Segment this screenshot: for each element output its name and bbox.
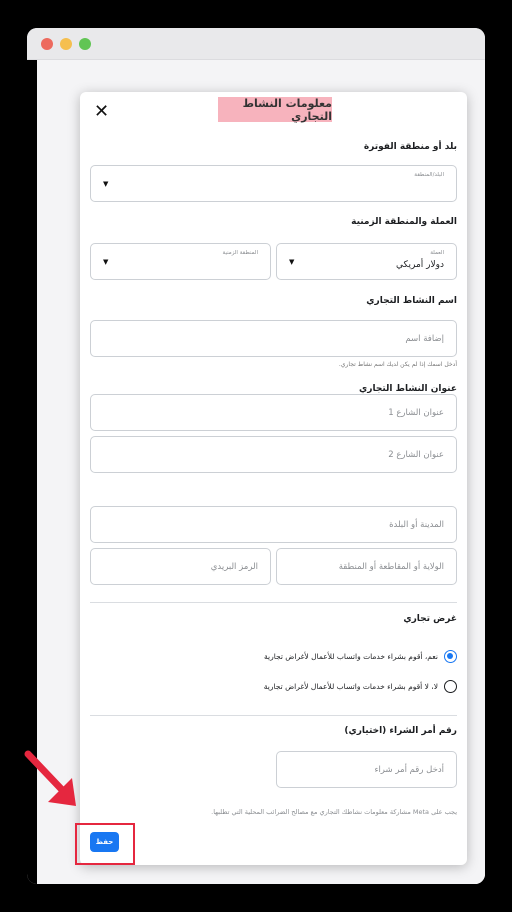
currency-timezone-label: العملة والمنطقة الزمنية: [351, 217, 457, 227]
street-address-1-placeholder: عنوان الشارع 1: [388, 407, 444, 418]
state-input[interactable]: [276, 548, 457, 585]
street-address-2-input[interactable]: [90, 436, 457, 473]
zip-placeholder: الرمز البريدي: [210, 561, 258, 572]
city-input[interactable]: [90, 506, 457, 543]
save-button[interactable]: حفظ: [90, 832, 119, 852]
business-name-label: اسم النشاط التجاري: [366, 296, 457, 306]
red-arrow-icon: [22, 748, 84, 814]
purpose-option-no[interactable]: [264, 678, 457, 694]
purpose-option-no-label: لا، لا أقوم بشراء خدمات واتساب للأعمال لأغراض تجارية: [263, 681, 438, 691]
radio-unchecked-icon[interactable]: [444, 680, 457, 693]
purchase-order-placeholder: أدخل رقم أمر شراء: [374, 764, 444, 775]
business-name-helper: أدخل اسمك إذا لم يكن لديك اسم نشاط تجاري.: [338, 361, 457, 368]
country-field-label: البلد/المنطقة: [414, 172, 444, 178]
window-titlebar: [27, 28, 485, 60]
timezone-select[interactable]: [90, 243, 271, 280]
purpose-option-yes-label: نعم، أقوم بشراء خدمات واتساب للأعمال لأغراض تجارية: [263, 651, 438, 661]
save-button-highlight: [75, 823, 135, 865]
minimize-window-dot-icon[interactable]: [60, 38, 72, 50]
business-info-modal: [80, 92, 467, 865]
city-placeholder: المدينة أو البلدة: [389, 519, 444, 530]
modal-title: معلومات النشاط التجاري: [218, 97, 332, 122]
purpose-option-yes[interactable]: [264, 648, 457, 664]
business-purpose-label: غرض تجاري: [403, 614, 457, 624]
business-name-placeholder: إضافة اسم: [405, 333, 444, 344]
currency-value: دولار أمريكي: [396, 260, 444, 270]
caret-down-icon: ▼: [289, 257, 295, 266]
billing-country-select[interactable]: [90, 165, 457, 202]
section-divider: [90, 715, 457, 716]
street-address-1-input[interactable]: [90, 394, 457, 431]
section-divider: [90, 602, 457, 603]
business-address-label: عنوان النشاط التجاري: [359, 384, 457, 394]
billing-country-label: بلد أو منطقة الفوترة: [363, 142, 457, 152]
caret-down-icon: ▼: [103, 257, 109, 266]
tax-disclosure-note: يجب على Meta مشاركة معلومات نشاطك التجاري مع مصالح الضرائب المحلية التي تطلبها.: [211, 808, 457, 816]
close-icon[interactable]: ✕: [94, 101, 110, 122]
currency-field-label: العملة: [430, 250, 444, 256]
zip-input[interactable]: [90, 548, 271, 585]
timezone-field-label: المنطقة الزمنية: [222, 250, 258, 256]
purchase-order-input[interactable]: [276, 751, 457, 788]
maximize-window-dot-icon[interactable]: [79, 38, 91, 50]
modal-header: [80, 92, 467, 128]
business-name-input[interactable]: [90, 320, 457, 357]
radio-checked-icon[interactable]: [444, 650, 457, 663]
close-window-dot-icon[interactable]: [41, 38, 53, 50]
purchase-order-label: رقم أمر الشراء (اختياري): [344, 726, 457, 736]
currency-select[interactable]: [276, 243, 457, 280]
street-address-2-placeholder: عنوان الشارع 2: [388, 449, 444, 460]
caret-down-icon: ▼: [103, 179, 109, 188]
state-placeholder: الولاية أو المقاطعة أو المنطقة: [338, 561, 444, 572]
